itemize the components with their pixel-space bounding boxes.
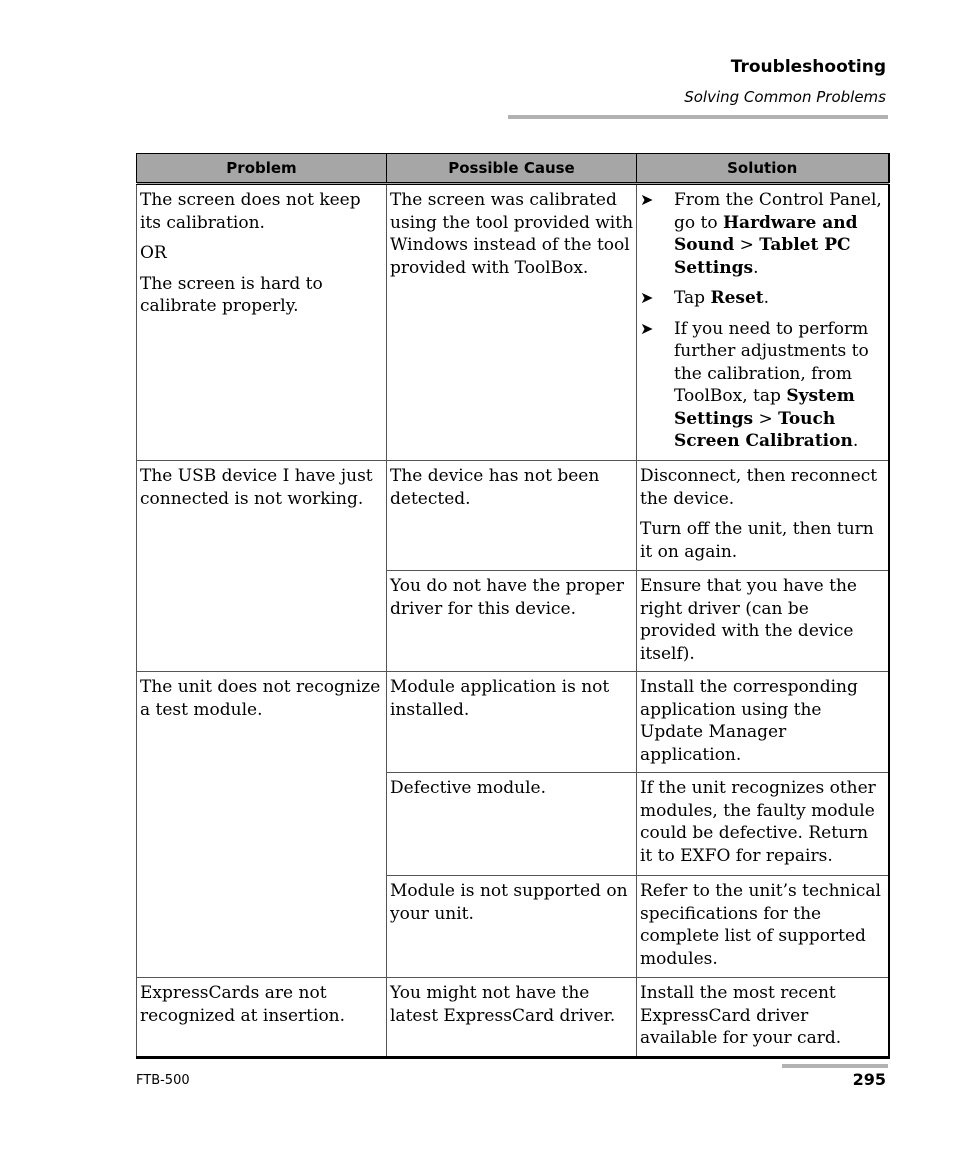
step-text: . — [753, 257, 759, 278]
page-number: 295 — [852, 1070, 886, 1089]
header-rule — [508, 115, 888, 119]
step-text: . — [763, 288, 770, 308]
cause-cell — [387, 571, 637, 672]
column-header-cause: Possible Cause — [387, 154, 637, 184]
problem-text: The USB device I have just connected is not working. — [140, 466, 373, 509]
solution-text: Refer to the unit’s technical specifications for the complete list of supported modules. — [640, 881, 881, 969]
solution-cell — [637, 461, 889, 571]
solution-text: If the unit recognizes other modules, the faulty module could be defective. Return it to EXFO for repairs. — [640, 778, 876, 866]
table-row — [137, 672, 889, 773]
solution-step — [640, 287, 885, 310]
step-text: From the Control Panel, go to — [674, 190, 882, 233]
step-text: . — [852, 431, 859, 451]
step-text: > — [753, 408, 779, 429]
problem-cell — [137, 184, 387, 461]
solution-cell — [637, 184, 889, 461]
table-row — [137, 184, 889, 461]
solution-text: Install the most recent ExpressCard driver available for your card. — [640, 983, 842, 1048]
cause-text: Defective module. — [390, 778, 546, 798]
solution-cell — [637, 571, 889, 672]
cause-cell — [387, 461, 637, 571]
step-text: Tap — [674, 288, 711, 308]
table-header-row — [137, 154, 889, 184]
cause-cell — [387, 876, 637, 978]
problem-cell — [137, 672, 387, 978]
problem-cell — [137, 461, 387, 672]
cause-text: The device has not been detected. — [390, 466, 600, 509]
header-subtitle: Solving Common Problems — [684, 88, 886, 106]
cause-text: Module is not supported on your unit. — [390, 881, 628, 924]
problem-text: OR — [140, 243, 167, 263]
problem-cell — [137, 978, 387, 1058]
step-menu-path: Touch Screen Calibration — [674, 408, 853, 451]
cause-text: Module application is not installed. — [390, 677, 610, 720]
step-text: > — [734, 235, 760, 255]
solution-text: Disconnect, then reconnect the device. — [640, 466, 878, 509]
solution-cell — [637, 978, 889, 1058]
column-header-problem: Problem — [137, 154, 387, 184]
solution-step — [640, 318, 885, 453]
step-text: If you need to perform further adjustments to the calibration, from ToolBox, tap — [674, 318, 869, 406]
solution-step — [640, 189, 885, 279]
step-menu-path: Hardware and Sound — [674, 212, 858, 255]
problem-text: The screen is hard to calibrate properly. — [140, 273, 323, 316]
cause-text: You might not have the latest ExpressCard driver. — [390, 983, 616, 1026]
cause-cell — [387, 184, 637, 461]
solution-cell — [637, 672, 889, 773]
problem-text: ExpressCards are not recognized at insertion. — [140, 983, 346, 1026]
troubleshooting-table — [136, 153, 890, 1059]
step-menu-path: Tablet PC Settings — [674, 235, 851, 278]
arrow-bullet-icon: ➤ — [640, 190, 654, 209]
cause-cell — [387, 672, 637, 773]
cause-text: You do not have the proper driver for this device. — [390, 576, 624, 619]
step-menu-path: Reset — [710, 288, 764, 308]
solution-text: Install the corresponding application using the Update Manager application. — [640, 677, 858, 765]
solution-steps — [640, 189, 885, 453]
cause-cell — [387, 978, 637, 1058]
cause-cell — [387, 773, 637, 876]
problem-text: The screen does not keep its calibration. — [140, 190, 361, 233]
solution-cell — [637, 876, 889, 978]
cause-text: The screen was calibrated using the tool provided with Windows instead of the tool provided with ToolBox. — [390, 190, 634, 278]
arrow-bullet-icon: ➤ — [640, 288, 654, 307]
footer-rule — [782, 1064, 888, 1068]
solution-text: Ensure that you have the right driver (can be provided with the device itself). — [640, 576, 857, 664]
column-header-solution: Solution — [637, 154, 889, 184]
step-menu-path: System Settings — [674, 386, 855, 429]
table-row — [137, 461, 889, 571]
arrow-bullet-icon: ➤ — [640, 318, 654, 338]
solution-cell — [637, 773, 889, 876]
problem-text: The unit does not recognize a test module. — [140, 677, 381, 720]
table-row — [137, 978, 889, 1058]
solution-text: Turn off the unit, then turn it on again. — [640, 519, 874, 562]
header-title: Troubleshooting — [730, 57, 886, 77]
footer-product: FTB-500 — [136, 1073, 190, 1088]
